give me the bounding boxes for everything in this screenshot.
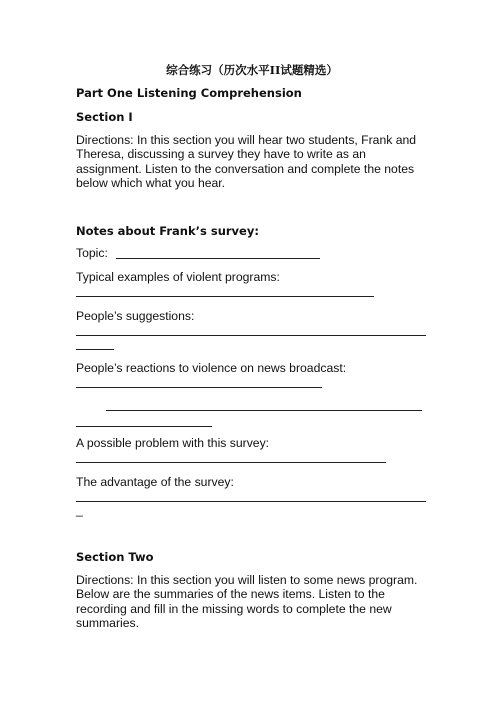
reactions-label: People’s reactions to violence on news broadcast: [76, 361, 347, 375]
topic-label: Topic: [76, 246, 108, 260]
section-two-directions: Directions: In this section you will listen to some news program. Below are the summaries of the news items. Listen to the recording and fill in the missing words to complete the new summaries. [76, 573, 418, 631]
advantage-label: The advantage of the survey: [76, 475, 234, 489]
problem-label: A possible problem with this survey: [76, 436, 270, 450]
section-one-heading: Section I [76, 110, 133, 124]
part-one-heading: Part One Listening Comprehension [76, 86, 302, 100]
problem-blank[interactable] [76, 462, 386, 463]
reactions-blank-line-1[interactable] [76, 387, 322, 388]
examples-blank[interactable] [76, 296, 374, 297]
reactions-blank-line-2[interactable] [106, 410, 422, 411]
examples-label: Typical examples of violent programs: [76, 270, 280, 284]
section-one-directions: Directions: In this section you will hear two students, Frank and Theresa, discussing a survey they have to write as an assignment. Listen to the conversation and complete the notes below which what you hear. [76, 133, 417, 191]
notes-heading: Notes about Frank’s survey: [76, 224, 259, 238]
document-title: 综合练习（历次水平II试题精选） [166, 63, 338, 77]
suggestions-label: People’s suggestions: [76, 309, 195, 323]
suggestions-blank-line-1[interactable] [76, 335, 426, 336]
reactions-blank-line-3[interactable] [76, 426, 212, 427]
suggestions-blank-line-2[interactable] [76, 349, 114, 350]
topic-blank[interactable] [116, 258, 320, 259]
advantage-blank[interactable] [76, 501, 426, 502]
section-two-heading: Section Two [76, 550, 154, 564]
advantage-blank-tail: _ [76, 503, 83, 517]
